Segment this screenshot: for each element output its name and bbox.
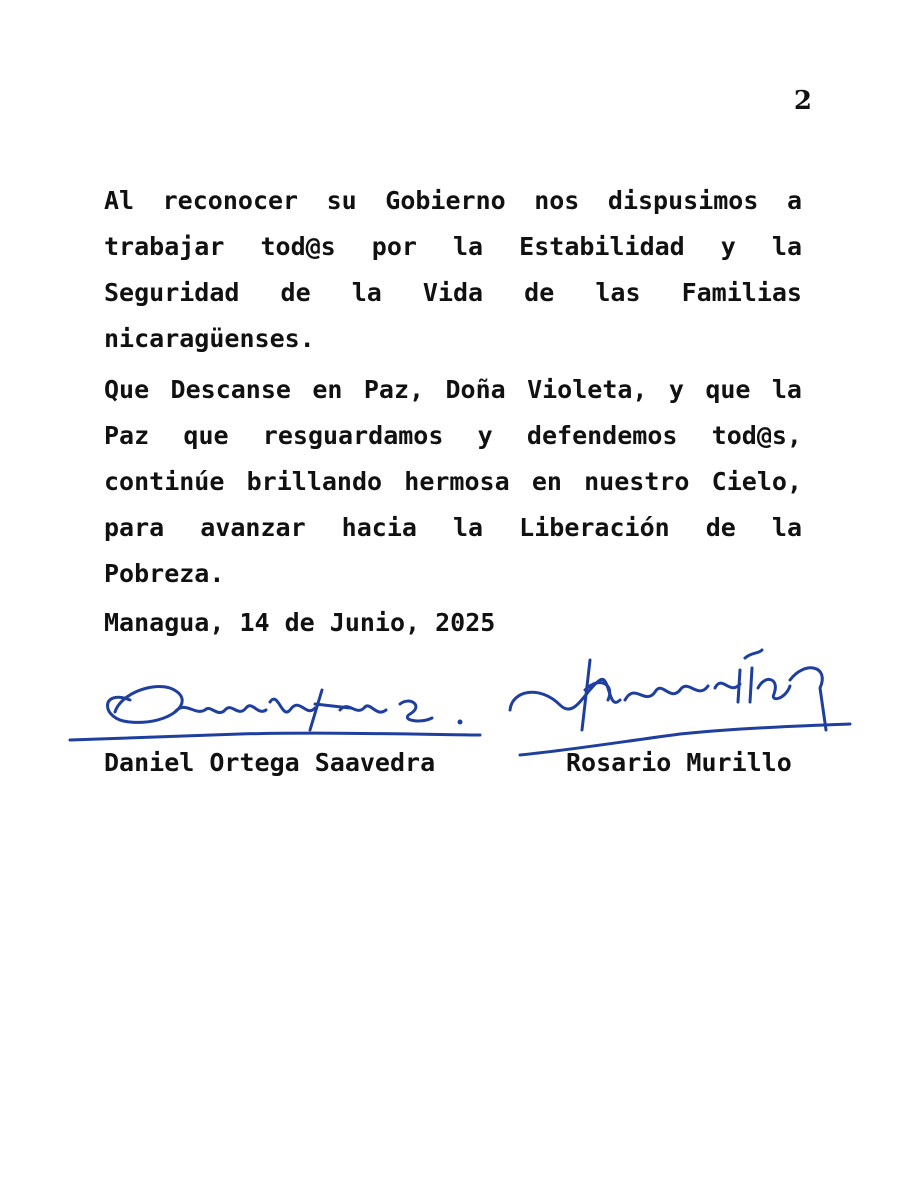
paragraph-condolence: Que Descanse en Paz, Doña Violeta, y que la Paz que resguardamos y defendemos tod@s, continúe brillando hermosa en nuestro Cielo, para avanzar hacia la Liberación de la Pobreza. bbox=[104, 375, 802, 588]
signer-name-daniel-ortega: Daniel Ortega Saavedra bbox=[104, 748, 436, 777]
signer-name-rosario-murillo: Rosario Murillo bbox=[566, 748, 792, 777]
paragraph-recognition: Al reconocer su Gobierno nos dispusimos a trabajar tod@s por la Estabilidad y la Seguridad de la Vida de las Familias nicaragüenses. bbox=[104, 186, 802, 353]
page-number: 2 bbox=[793, 86, 812, 116]
place-and-date: Managua, 14 de Junio, 2025 bbox=[104, 608, 496, 637]
